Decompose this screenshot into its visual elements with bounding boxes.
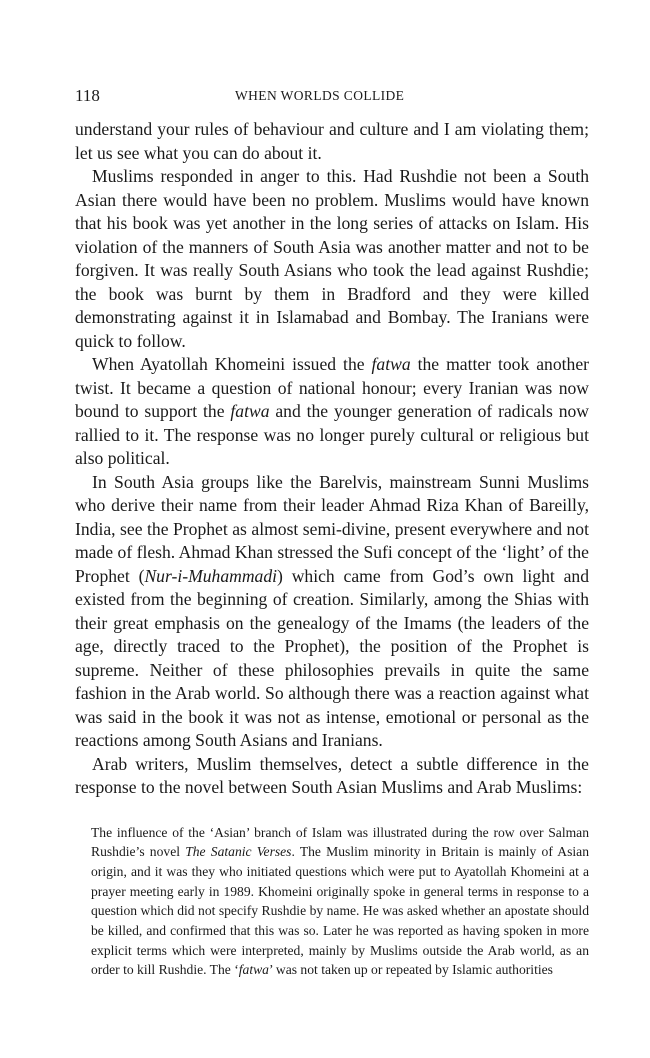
paragraph-arab-writers: Arab writers, Muslim themselves, detect a subtle difference in the response to the novel between South Asian Muslims and Arab Muslims:	[75, 753, 589, 797]
block-quote	[91, 823, 589, 981]
running-title: WHEN WORLDS COLLIDE	[235, 88, 405, 103]
text-run: ’ was not taken up or repeated by Islamic authorities	[268, 962, 553, 978]
paragraph-khomeini-fatwa	[75, 353, 589, 471]
italic-term-fatwa: fatwa	[371, 354, 411, 374]
page-number: 118	[75, 86, 100, 105]
book-page	[75, 84, 589, 980]
italic-term-fatwa: fatwa	[230, 401, 270, 421]
text-run: When Ayatollah Khomeini issued the	[92, 354, 372, 374]
text-run: In South Asia groups like the Barelvis, mainstream Sunni Muslims who derive their name from their leader Ahmad Riza Khan of Bareilly, India, see the Prophet as almost semi-divine, present everywhere and not made of flesh. Ahmad Khan stressed the Sufi concept of the ‘light’ of the Prophet (	[75, 471, 589, 586]
paragraph-barelvis	[75, 471, 589, 753]
text-run: the matter took another twist. It became a question of national honour; every Iranian was now bound to support the	[75, 354, 590, 421]
paragraph-rushdie-response: Muslims responded in anger to this. Had Rushdie not been a South Asian there would have been no problem. Muslims would have known that his book was yet another in the long series of attacks on Islam. His violation of the manners of South Asia was another matter and not to be forgiven. It was really South Asians who took the lead against Rushdie; the book was burnt by them in Bradford and they were killed demonstrating against it in Islamabad and Bombay. The Iranians were quick to follow.	[75, 166, 589, 351]
text-run: ) which came from God’s own light and existed from the beginning of creation. Similarly, among the Shias with their great emphasis on the genealogy of the Imams (the leaders of the age, directly traced to the Prophet), the position of the Prophet is supreme. Neither of these philosophies prevails in quite the same fashion in the Arab world. So although there was a reaction against what was said in the book it was not as intense, emotional or personal as the reactions among South Asians and Iranians.	[75, 565, 590, 750]
italic-book-title: The Satanic Verses	[185, 844, 292, 860]
text-run: The influence of the ‘Asian’ branch of Islam was illustrated during the row over Salman Rushdie’s novel	[91, 824, 589, 860]
text-run: and the younger generation of radicals now rallied to it. The response was no longer purely cultural or religious but also political.	[75, 401, 589, 468]
italic-term-fatwa: fatwa	[238, 962, 269, 978]
body-text	[75, 118, 589, 800]
italic-term-nur: Nur-i-Muhammadi	[144, 565, 278, 586]
paragraph-continued: understand your rules of behaviour and culture and I am violating them; let us see what you can do about it.	[75, 119, 589, 163]
running-head	[75, 84, 589, 108]
quote-paragraph	[91, 823, 589, 981]
text-run: . The Muslim minority in Britain is mainly of Asian origin, and it was they who initiated questions which were put to Ayatollah Khomeini at a prayer meeting early in 1989. Khomeini originally spoke in general terms in response to a question which did not specify Rushdie by name. He was asked whether an apostate should be killed, and confirmed that this was so. Later he was reported as having spoken in more explicit terms which were interpreted, mainly by Muslims outside the Arab world, as an order to kill Rushdie. The ‘	[91, 844, 590, 978]
